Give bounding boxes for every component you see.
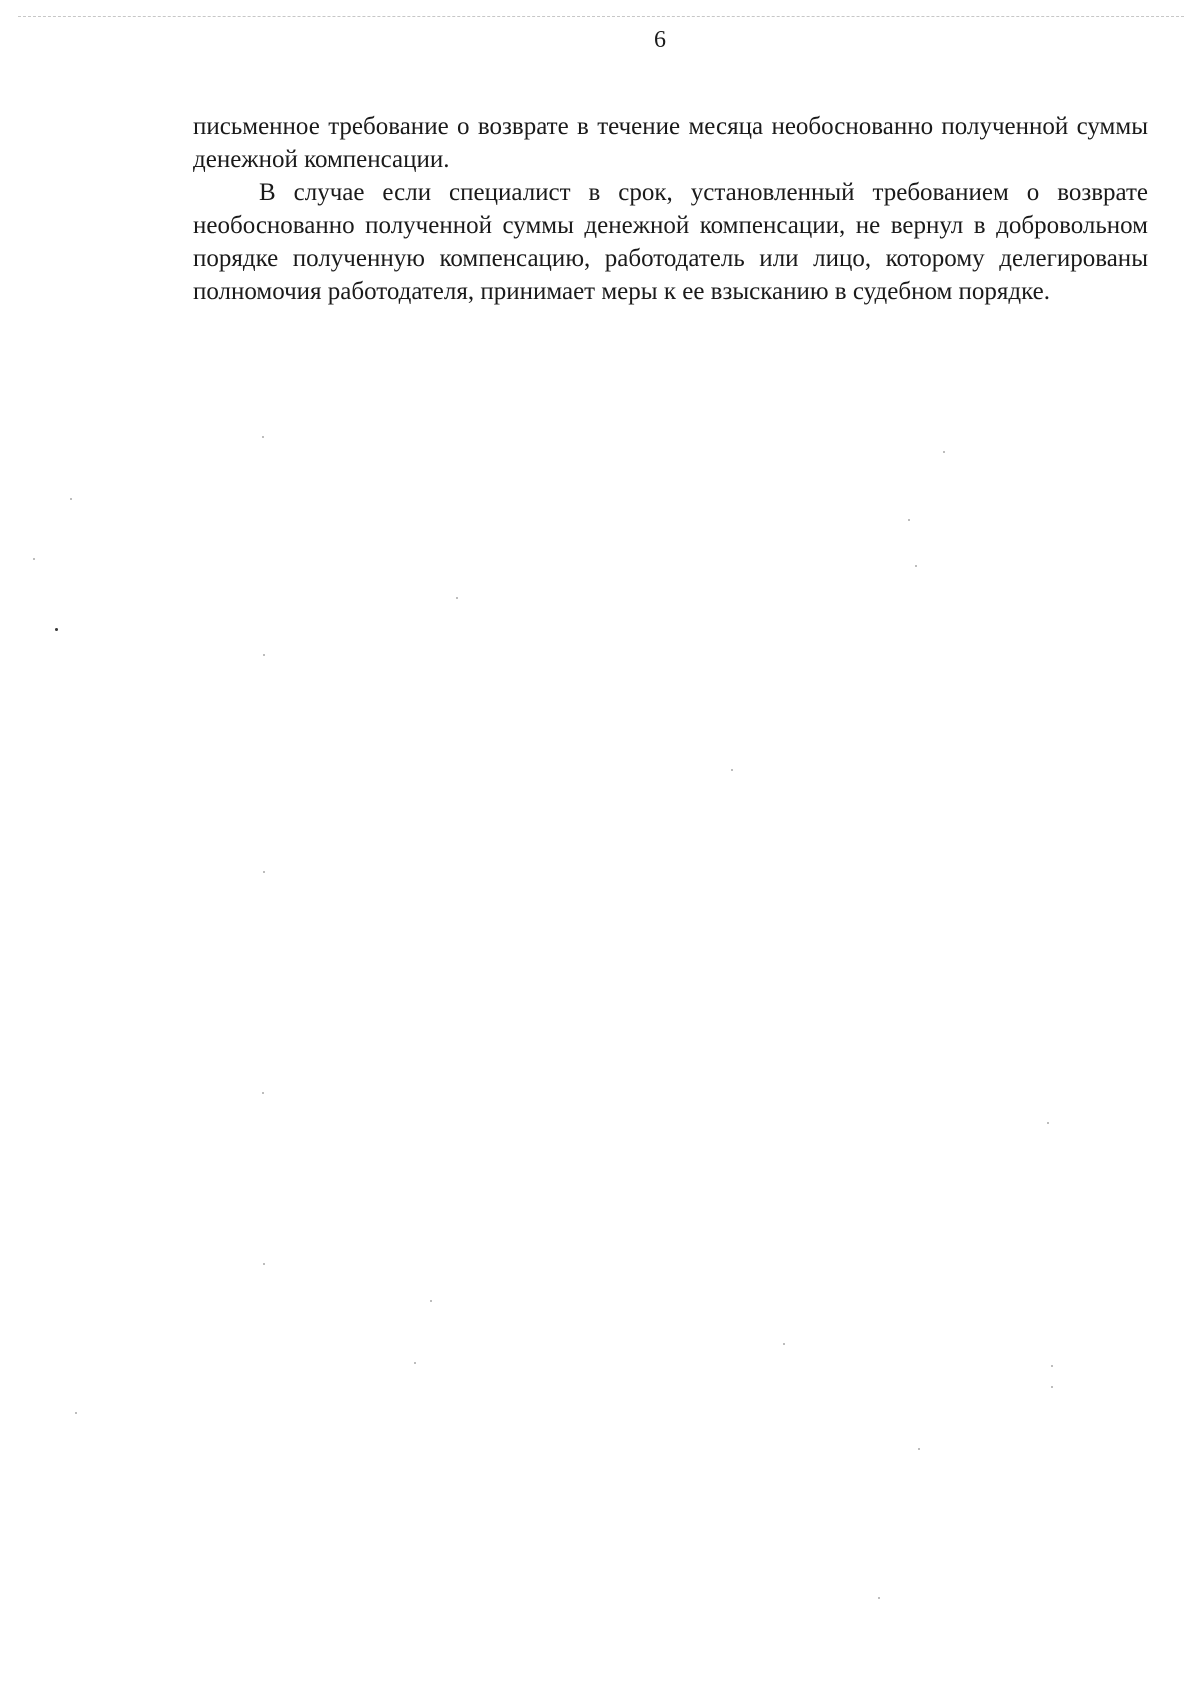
body-text [193, 110, 1148, 308]
paragraph-recovery-clause: В случае если специалист в срок, установленный требованием о возврате необоснованно полученной суммы денежной компенсации, не вернул в добровольном порядке полученную компенсацию, работодатель или лицо, которому делегированы полномочия работодателя, принимает меры к ее взысканию в судебном порядке. [193, 179, 1148, 305]
scan-top-edge [18, 16, 1184, 17]
paragraph-continuation: письменное требование о возврате в течение месяца необоснованно полученной суммы денежной компенсации. [193, 113, 1148, 173]
page-number: 6 [654, 27, 666, 53]
